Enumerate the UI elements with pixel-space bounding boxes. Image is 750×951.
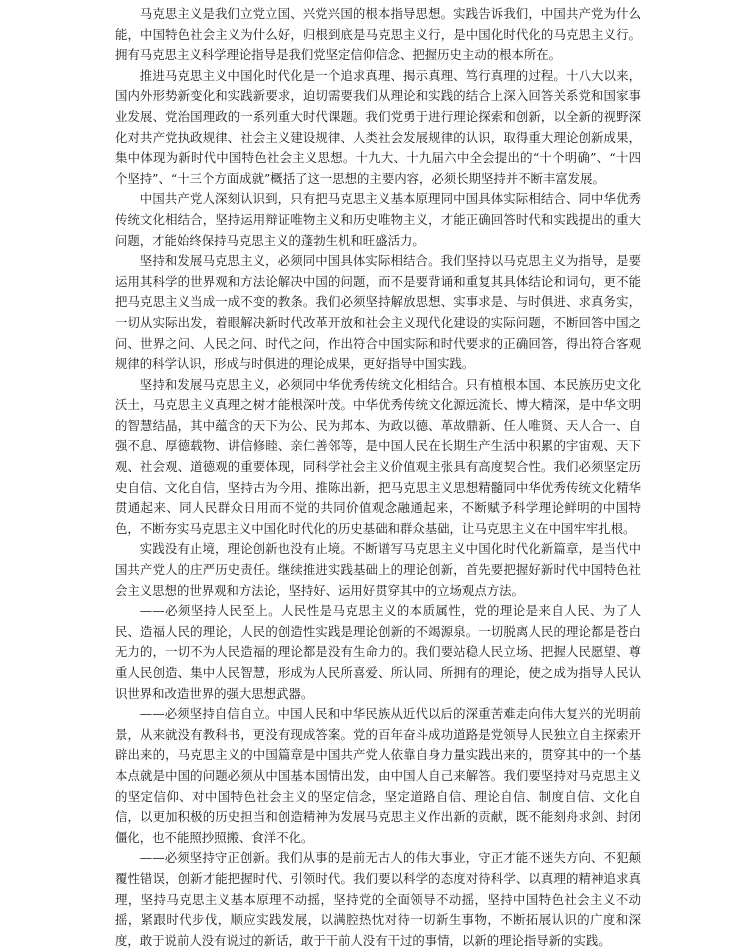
paragraph-1: 马克思主义是我们立党立国、兴党兴国的根本指导思想。实践告诉我们，中国共产党为什么能，中国特色社会主义为什么好，归根到底是马克思主义行，是中国化时代化的马克思主义行。拥有马克思主义科学理论指导是我们党坚定信仰信念、把握历史主动的根本所在。 — [115, 6, 641, 63]
paragraph-6: 实践没有止境，理论创新也没有止境。不断谱写马克思主义中国化时代化新篇章，是当代中国共产党人的庄严历史责任。继续推进实践基础上的理论创新，首先要把握好新时代中国特色社会主义思想的世界观和方法论，坚持好、运用好贯穿其中的立场观点方法。 — [115, 541, 641, 598]
document-body — [115, 4, 641, 951]
paragraph-2: 推进马克思主义中国化时代化是一个追求真理、揭示真理、笃行真理的过程。十八大以来，国内外形势新变化和实践新要求，迫切需要我们从理论和实践的结合上深入回答关系党和国家事业发展、党治国理政的一系列重大时代课题。我们党勇于进行理论探索和创新，以全新的视野深化对共产党执政规律、社会主义建设规律、人类社会发展规律的认识，取得重大理论创新成果，集中体现为新时代中国特色社会主义思想。十九大、十九届六中全会提出的“十个明确”、“十四个坚持”、“十三个方面成就”概括了这一思想的主要内容，必须长期坚持并不断丰富发展。 — [115, 67, 641, 186]
paragraph-5: 坚持和发展马克思主义，必须同中华优秀传统文化相结合。只有植根本国、本民族历史文化沃土，马克思主义真理之树才能根深叶茂。中华优秀传统文化源远流长、博大精深，是中华文明的智慧结晶，其中蕴含的天下为公、民为邦本、为政以德、革故鼎新、任人唯贤、天人合一、自强不息、厚德载物、讲信修睦、亲仁善邻等，是中国人民在长期生产生活中积累的宇宙观、天下观、社会观、道德观的重要体现，同科学社会主义价值观主张具有高度契合性。我们必须坚定历史自信、文化自信，坚持古为今用、推陈出新，把马克思主义思想精髓同中华优秀传统文化精华贯通起来、同人民群众日用而不觉的共同价值观念融通起来，不断赋予科学理论鲜明的中国特色，不断夯实马克思主义中国化时代化的历史基础和群众基础，让马克思主义在中国牢牢扎根。 — [115, 376, 641, 536]
paragraph-4: 坚持和发展马克思主义，必须同中国具体实际相结合。我们坚持以马克思主义为指导，是要运用其科学的世界观和方法论解决中国的问题，而不是要背诵和重复其具体结论和词句，更不能把马克思主义当成一成不变的教条。我们必须坚持解放思想、实事求是、与时俱进、求真务实，一切从实际出发，着眼解决新时代改革开放和社会主义现代化建设的实际问题，不断回答中国之问、世界之问、人民之问、时代之问，作出符合中国实际和时代要求的正确回答，得出符合客观规律的科学认识，形成与时俱进的理论成果，更好指导中国实践。 — [115, 253, 641, 372]
paragraph-3: 中国共产党人深刻认识到，只有把马克思主义基本原理同中国具体实际相结合、同中华优秀传统文化相结合，坚持运用辩证唯物主义和历史唯物主义，才能正确回答时代和实践提出的重大问题，才能始终保持马克思主义的蓬勃生机和旺盛活力。 — [115, 191, 641, 248]
paragraph-9: ——必须坚持守正创新。我们从事的是前无古人的伟大事业，守正才能不迷失方向、不犯颠覆性错误，创新才能把握时代、引领时代。我们要以科学的态度对待科学、以真理的精神追求真理，坚持马克思主义基本原理不动摇，坚持党的全面领导不动摇，坚持中国特色社会主义不动摇，紧跟时代步伐，顺应实践发展，以满腔热忱对待一切新生事物，不断拓展认识的广度和深度，敢于说前人没有说过的新话，敢于干前人没有干过的事情，以新的理论指导新的实践。 — [115, 850, 641, 948]
paragraph-8: ——必须坚持自信自立。中国人民和中华民族从近代以后的深重苦难走向伟大复兴的光明前景，从来就没有教科书，更没有现成答案。党的百年奋斗成功道路是党领导人民独立自主探索开辟出来的，马克思主义的中国篇章是中国共产党人依靠自身力量实践出来的，贯穿其中的一个基本点就是中国的问题必须从中国基本国情出发，由中国人自己来解答。我们要坚持对马克思主义的坚定信仰、对中国特色社会主义的坚定信念，坚定道路自信、理论自信、制度自信、文化自信，以更加积极的历史担当和创造精神为发展马克思主义作出新的贡献，既不能刻舟求剑、封闭僵化，也不能照抄照搬、食洋不化。 — [115, 706, 641, 845]
paragraph-7: ——必须坚持人民至上。人民性是马克思主义的本质属性，党的理论是来自人民、为了人民、造福人民的理论，人民的创造性实践是理论创新的不竭源泉。一切脱离人民的理论都是苍白无力的，一切不为人民造福的理论都是没有生命力的。我们要站稳人民立场、把握人民愿望、尊重人民创造、集中人民智慧，形成为人民所喜爱、所认同、所拥有的理论，使之成为指导人民认识世界和改造世界的强大思想武器。 — [115, 603, 641, 701]
